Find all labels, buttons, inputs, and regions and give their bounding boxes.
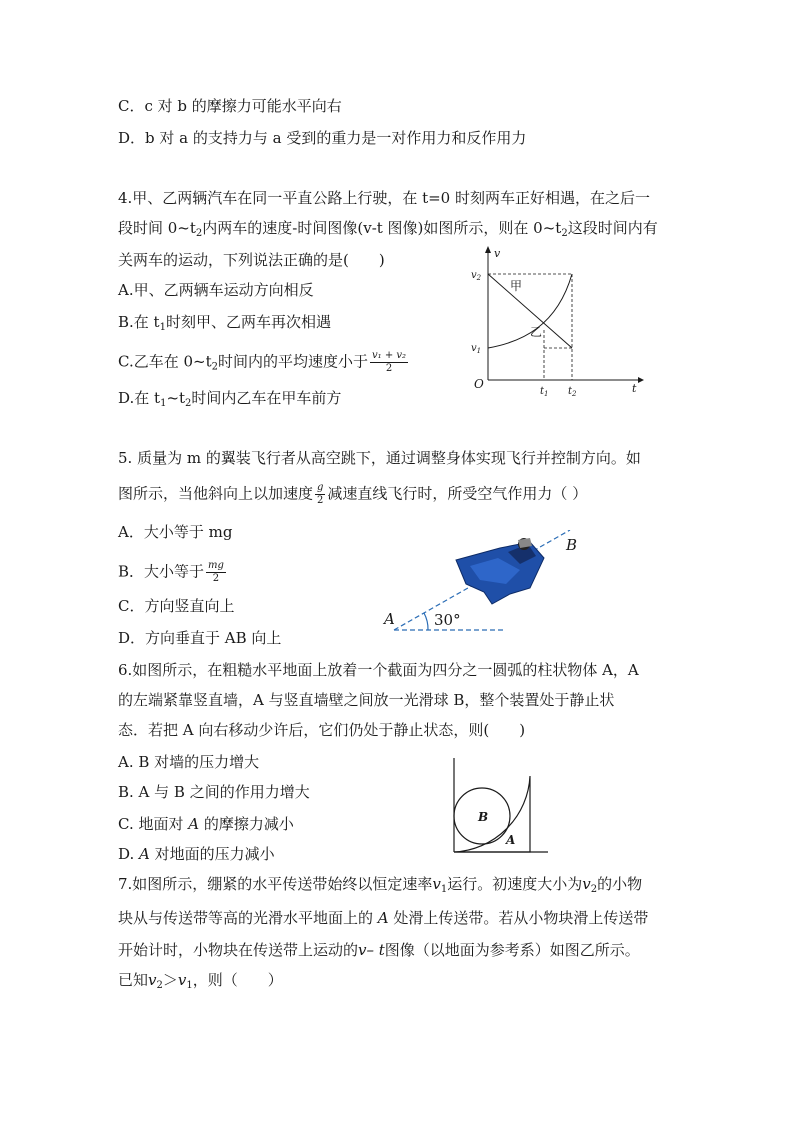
q5-option-b: B．大小等于 $\frac{mg}{2}$ [118, 560, 224, 584]
q6-option-b: B. A 与 B 之间的作用力增大 [118, 783, 310, 801]
yi-label: 乙 [530, 325, 543, 339]
q4-option-d: D.在 $t_1\sim t_2$时间内乙车在甲车前方 [118, 389, 342, 409]
ball-b-label: B [478, 810, 489, 824]
jia-label: 甲 [510, 279, 523, 293]
origin-label: O [474, 377, 484, 391]
q5-wingsuit-figure [380, 530, 610, 640]
q6-option-c: C. 地面对 A 的摩擦力减小 [118, 815, 294, 833]
q4-stem-line3: 关两车的运动，下列说法正确的是( ) [118, 251, 385, 269]
q5-option-b-fraction: $\frac{mg}{2}$ [208, 560, 224, 584]
q5-stem-line1: 5. 质量为 m 的翼装飞行者从高空跳下，通过调整身体实现飞行并控制方向。如 [118, 449, 641, 467]
q4-stem-line1: 4.甲、乙两辆汽车在同一平直公路上行驶，在 t=0 时刻两车正好相遇，在之后一 [118, 189, 650, 207]
v-axis-label: v [494, 247, 501, 260]
q5-stem-line2: 图所示，当他斜向上以加速度 $\frac{g}{2}$ 减速直线飞行时，所受空气作用力（ ） [118, 482, 588, 506]
q7-stem-line3: 开始计时，小物块在传送带上运动的v– t图像（以地面为参考系）如图乙所示。 [118, 941, 640, 959]
prev-option-c: C．c 对 b 的摩擦力可能水平向右 [118, 97, 342, 115]
q7-stem-line2: 块从与传送带等高的光滑水平地面上的 A 处滑上传送带。若从小物块滑上传送带 [118, 909, 649, 927]
point-b-label: B [566, 536, 578, 554]
q4-option-c: C.乙车在 $0\sim t_2$时间内的平均速度小于 $\frac{\text{v₁ + v₂}}{2}$ [118, 350, 407, 374]
q4-stem-line2: 段时间 $0\sim t_2$内两车的速度-时间图像(v-t 图像)如图所示，则在 $0\sim t_2$这段时间内有 [118, 219, 658, 239]
q6-wall-ball-figure [446, 756, 550, 856]
q4-option-a: A.甲、乙两辆车运动方向相反 [118, 281, 314, 299]
q7-stem-line4: 已知$v_2>v_1$，则（ ） [118, 971, 283, 991]
q7-stem-line1: 7.如图所示，绷紧的水平传送带始终以恒定速率$v_1$运行。初速度大小为$v_2$的小物 [118, 875, 643, 895]
t-axis-label: t [632, 382, 637, 395]
angle-arc [424, 613, 428, 630]
q4-option-b: B.在 $t_1$时刻甲、乙两车再次相遇 [118, 313, 331, 333]
angle-label: 30° [434, 611, 461, 629]
q6-stem-line2: 的左端紧靠竖直墙，A 与竖直墙壁之间放一光滑球 B，整个装置处于静止状 [118, 691, 615, 709]
q5-accel-fraction: $\frac{g}{2}$ [317, 482, 324, 506]
q4-option-c-fraction: $\frac{\text{v₁ + v₂}}{2}$ [372, 350, 407, 374]
block-a-shape [454, 776, 530, 852]
block-a-label: A [506, 833, 516, 847]
point-a-label: A [384, 610, 395, 628]
q5-option-c: C．方向竖直向上 [118, 597, 235, 615]
q6-stem-line1: 6.如图所示，在粗糙水平地面上放着一个截面为四分之一圆弧的柱状物体 A，A [118, 661, 639, 679]
q5-option-d: D．方向垂直于 AB 向上 [118, 629, 282, 647]
q6-option-a: A. B 对墙的压力增大 [118, 753, 260, 771]
t1-label: $t_1$ [540, 386, 549, 398]
t2-label: $t_2$ [568, 386, 577, 398]
prev-option-d: D．b 对 a 的支持力与 a 受到的重力是一对作用力和反作用力 [118, 129, 527, 147]
q4-vt-graph [462, 244, 646, 400]
q6-stem-line3: 态．若把 A 向右移动少许后，它们仍处于静止状态，则( ) [118, 721, 526, 739]
q6-option-d: D. A 对地面的压力减小 [118, 845, 275, 863]
v1-label: $v_1$ [471, 343, 482, 355]
q5-option-a: A．大小等于 mg [118, 523, 233, 541]
wingsuit-flyer-icon [456, 538, 544, 604]
v2-label: $v_2$ [471, 270, 482, 282]
